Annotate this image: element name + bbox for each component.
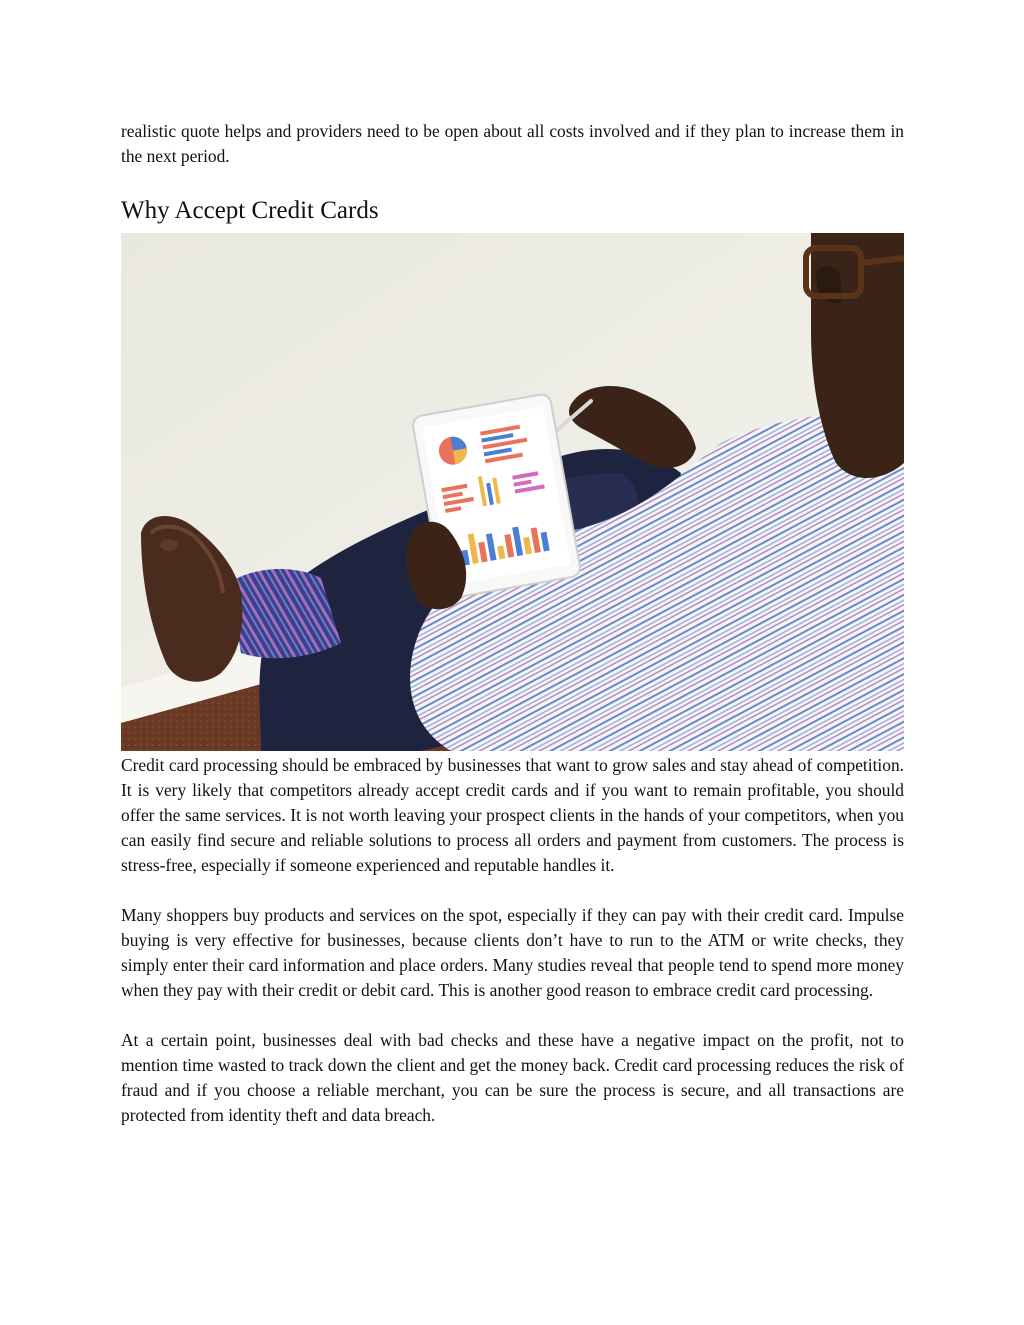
paragraph-gap bbox=[121, 878, 904, 903]
paragraph-1: Credit card processing should be embraced by businesses that want to grow sales and stay ahead of competition. It is very likely that competitors already accept credit cards and if you want to remain profitable, you should offer the same services. It is not worth leaving your prospect clients in the hands of your competitors, when you can easily find secure and reliable solutions to process all orders and payment from customers. The process is stress-free, especially if someone experienced and reputable handles it. bbox=[121, 755, 904, 875]
section-heading: Why Accept Credit Cards bbox=[121, 197, 379, 224]
paragraph-3: At a certain point, businesses deal with bad checks and these have a negative impact on the profit, not to mention time wasted to track down the client and get the money back. Credit card processing reduces the risk of fraud and if you choose a reliable merchant, you can be sure the process is secure, and all transactions are protected from identity theft and data breach. bbox=[121, 1030, 904, 1125]
paragraph-gap bbox=[121, 1003, 904, 1028]
document-page bbox=[121, 119, 904, 1128]
paragraph-2: Many shoppers buy products and services on the spot, especially if they can pay with their credit card. Impulse buying is very effective for businesses, because clients don’t have to run to the ATM or write checks, they simply enter their card information and place orders. Many studies reveal that people tend to spend more money when they pay with their credit or debit card. This is another good reason to embrace credit card processing. bbox=[121, 905, 904, 1000]
photo-man-with-tablet bbox=[121, 233, 904, 751]
intro-paragraph: realistic quote helps and providers need to be open about all costs involved and if they plan to increase them in the next period. bbox=[121, 121, 904, 166]
